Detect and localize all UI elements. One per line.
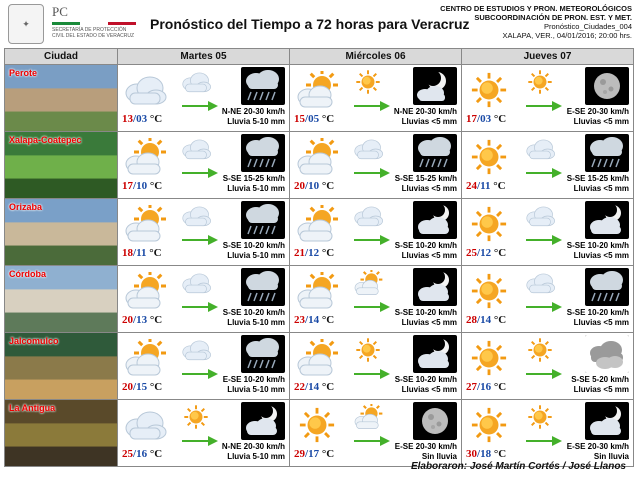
temperature: 15/05 °C xyxy=(294,113,335,125)
city-name: Jalcomulco xyxy=(9,336,59,346)
rain-text: Lluvia 5-10 mm xyxy=(227,184,285,193)
night-rain-icon xyxy=(241,268,285,306)
forecast-cell xyxy=(462,132,634,199)
night-rain-icon xyxy=(585,134,629,172)
degree-unit: °C xyxy=(321,448,335,460)
temp-max: 21 xyxy=(294,247,305,259)
temp-min: 11 xyxy=(480,180,491,192)
rain-text: Sin lluvia xyxy=(593,452,629,461)
wind-rain xyxy=(567,442,629,462)
temperature: 21/12 °C xyxy=(294,247,335,259)
city-name: Xalapa-Coatepec xyxy=(9,135,82,145)
rain-text: Lluvias <5 mm xyxy=(573,318,629,327)
temperature: 22/14 °C xyxy=(294,381,335,393)
wind-arrow-icon xyxy=(526,168,562,178)
sun-cloud-icon xyxy=(294,71,340,109)
night-rain-icon xyxy=(241,67,285,105)
wind-rain xyxy=(567,308,629,328)
sun-icon xyxy=(466,138,512,176)
temp-max: 25 xyxy=(466,247,477,259)
rain-text: Lluvias <5 mm xyxy=(401,318,457,327)
city-photo xyxy=(5,132,117,198)
wind-arrow-icon xyxy=(354,436,390,446)
wind-text: E-SE 20-30 km/h xyxy=(394,442,457,451)
night-rain-icon xyxy=(585,268,629,306)
temp-max: 22 xyxy=(294,381,305,393)
logo-mark: PC xyxy=(52,4,68,19)
wind-arrow-icon xyxy=(182,168,218,178)
forecast-cell xyxy=(118,132,290,199)
flag-stripe xyxy=(52,22,136,25)
forecast-cell xyxy=(290,65,462,132)
temp-max: 17 xyxy=(122,180,133,192)
inst-line-3: Pronóstico_Ciudades_004 xyxy=(544,22,632,31)
cloud-icon xyxy=(180,203,212,229)
night-mooncloud-icon xyxy=(241,402,285,440)
night-rain-icon xyxy=(241,134,285,172)
temp-max: 28 xyxy=(466,314,477,326)
temp-min: 12 xyxy=(480,247,492,259)
temp-max: 20 xyxy=(294,180,305,192)
night-mooncloud-icon xyxy=(585,201,629,239)
wind-arrow-icon xyxy=(354,369,390,379)
rain-text: Lluvia 5-10 mm xyxy=(227,117,285,126)
night-rain-icon xyxy=(241,201,285,239)
table-row xyxy=(5,333,634,400)
wind-text: E-SE 10-20 km/h xyxy=(222,375,285,384)
forecast-cell xyxy=(118,266,290,333)
cloud-icon xyxy=(524,203,556,229)
rain-text: Lluvia 5-10 mm xyxy=(227,318,285,327)
cloud-icon xyxy=(122,406,168,444)
cloud-icon xyxy=(180,337,212,363)
night-mooncloud-icon xyxy=(413,201,457,239)
wind-arrow-icon xyxy=(354,101,390,111)
degree-unit: °C xyxy=(493,314,507,326)
city-cell xyxy=(5,132,118,199)
degree-unit: °C xyxy=(493,247,507,259)
wind-rain xyxy=(222,442,285,462)
sun-cloud-icon xyxy=(294,272,340,310)
wind-arrow-icon xyxy=(526,436,562,446)
cloud-icon xyxy=(352,136,384,162)
night-moon-icon xyxy=(413,67,457,105)
sun-icon xyxy=(352,69,384,95)
forecast-cell xyxy=(462,400,634,467)
degree-unit: °C xyxy=(149,113,163,125)
temp-min: 15 xyxy=(136,381,148,393)
wind-text: S-SE 10-20 km/h xyxy=(394,308,457,317)
wind-arrow-icon xyxy=(354,235,390,245)
wind-text: S-SE 10-20 km/h xyxy=(566,241,629,250)
wind-arrow-icon xyxy=(526,302,562,312)
sun-icon xyxy=(466,406,512,444)
sun-cloud-icon xyxy=(352,404,384,430)
temp-max: 25 xyxy=(122,448,133,460)
sun-icon xyxy=(524,404,556,430)
wind-arrow-icon xyxy=(354,168,390,178)
rain-text: Lluvias <5 mm xyxy=(401,385,457,394)
degree-unit: °C xyxy=(149,448,163,460)
temp-max: 20 xyxy=(122,381,133,393)
sun-cloud-icon xyxy=(122,205,168,243)
wind-rain xyxy=(395,308,457,328)
wind-text: S-SE 10-20 km/h xyxy=(222,308,285,317)
temp-min: 05 xyxy=(308,113,320,125)
wind-arrow-icon xyxy=(182,436,218,446)
temp-max: 23 xyxy=(294,314,305,326)
forecast-cell xyxy=(290,333,462,400)
city-name: Perote xyxy=(9,68,38,78)
page-title: Pronóstico del Tiempo a 72 horas para Veracruz xyxy=(150,16,470,32)
forecast-table xyxy=(4,48,634,467)
temperature: 17/10 °C xyxy=(122,180,163,192)
temperature: 18/11 °C xyxy=(122,247,162,259)
wind-arrow-icon xyxy=(182,302,218,312)
temp-min: 10 xyxy=(136,180,148,192)
wind-rain xyxy=(223,308,285,328)
state-seal-icon: ✦ xyxy=(8,4,44,44)
sun-cloud-icon xyxy=(294,339,340,377)
wind-text: S-SE 10-20 km/h xyxy=(394,241,457,250)
city-photo xyxy=(5,65,117,131)
temperature: 24/11 °C xyxy=(466,180,506,192)
wind-arrow-icon xyxy=(182,369,218,379)
city-cell xyxy=(5,199,118,266)
degree-unit: °C xyxy=(321,314,335,326)
temp-max: 17 xyxy=(466,113,477,125)
rain-text: Lluvia 5-10 mm xyxy=(227,251,285,260)
temp-min: 11 xyxy=(136,247,147,259)
temp-min: 16 xyxy=(480,381,492,393)
wind-rain xyxy=(395,442,457,462)
night-fullmoon-icon xyxy=(413,402,457,440)
degree-unit: °C xyxy=(149,180,163,192)
city-name: La Antigua xyxy=(9,403,56,413)
temp-max: 30 xyxy=(466,448,477,460)
wind-text: E-SE 20-30 km/h xyxy=(566,442,629,451)
sun-cloud-icon xyxy=(122,272,168,310)
wind-arrow-icon xyxy=(526,101,562,111)
wind-rain xyxy=(395,174,457,194)
temperature: 30/18 °C xyxy=(466,448,507,460)
forecast-cell xyxy=(118,65,290,132)
header xyxy=(0,0,640,48)
sun-cloud-icon xyxy=(294,138,340,176)
city-photo xyxy=(5,199,117,265)
temp-min: 13 xyxy=(136,314,148,326)
table-row xyxy=(5,199,634,266)
forecast-cell xyxy=(290,400,462,467)
wind-arrow-icon xyxy=(526,235,562,245)
temperature: 27/16 °C xyxy=(466,381,507,393)
forecast-cell xyxy=(462,65,634,132)
sun-icon xyxy=(524,337,556,363)
night-mooncloud-icon xyxy=(585,402,629,440)
cloud-icon xyxy=(352,203,384,229)
temp-min: 03 xyxy=(480,113,492,125)
wind-arrow-icon xyxy=(354,302,390,312)
wind-arrow-icon xyxy=(526,369,562,379)
temp-min: 03 xyxy=(136,113,148,125)
night-mooncloud-icon xyxy=(413,335,457,373)
cloud-icon xyxy=(180,69,212,95)
wind-text: N-NE 20-30 km/h xyxy=(221,442,285,451)
wind-text: S-SE 15-25 km/h xyxy=(222,174,285,183)
night-fullmoon-icon xyxy=(585,67,629,105)
inst-line-2: SUBCOORDINACIÓN DE PRON. EST. Y MET. xyxy=(474,13,632,22)
wind-text: S-SE 5-20 km/h xyxy=(571,375,629,384)
temp-min: 10 xyxy=(308,180,320,192)
temperature: 20/13 °C xyxy=(122,314,163,326)
cloud-icon xyxy=(122,71,168,109)
sun-icon xyxy=(466,272,512,310)
city-cell xyxy=(5,266,118,333)
wind-rain xyxy=(395,241,457,261)
temp-min: 14 xyxy=(308,314,320,326)
degree-unit: °C xyxy=(493,381,507,393)
table-header-row xyxy=(5,49,634,65)
city-name: Orizaba xyxy=(9,202,43,212)
temp-max: 18 xyxy=(122,247,133,259)
wind-arrow-icon xyxy=(182,235,218,245)
temp-min: 17 xyxy=(308,448,320,460)
night-cloudy-icon xyxy=(585,335,629,373)
city-photo xyxy=(5,400,117,466)
credits: Elaboraron: José Martín Cortés / José Llanos xyxy=(410,461,626,472)
degree-unit: °C xyxy=(149,247,162,259)
temp-max: 15 xyxy=(294,113,305,125)
wind-rain xyxy=(222,107,285,127)
temperature: 29/17 °C xyxy=(294,448,335,460)
city-name: Córdoba xyxy=(9,269,46,279)
institution-block xyxy=(440,4,632,40)
wind-rain xyxy=(567,107,629,127)
forecast-cell xyxy=(462,199,634,266)
temperature: 20/10 °C xyxy=(294,180,335,192)
forecast-cell xyxy=(118,400,290,467)
rain-text: Lluvias <5 mm xyxy=(573,385,629,394)
city-photo xyxy=(5,333,117,399)
night-rain-icon xyxy=(413,134,457,172)
forecast-cell xyxy=(118,199,290,266)
sun-cloud-icon xyxy=(294,205,340,243)
rain-text: Lluvia 5-10 mm xyxy=(227,385,285,394)
degree-unit: °C xyxy=(149,381,163,393)
col-day2: Miércoles 06 xyxy=(290,49,462,65)
sun-icon xyxy=(294,406,340,444)
wind-rain xyxy=(223,174,285,194)
forecast-cell xyxy=(290,199,462,266)
wind-text: E-SE 20-30 km/h xyxy=(566,107,629,116)
wind-rain xyxy=(567,241,629,261)
inst-line-1: CENTRO DE ESTUDIOS Y PRON. METEOROLÓGICOS xyxy=(440,4,632,13)
degree-unit: °C xyxy=(493,113,507,125)
rain-text: Lluvias <5 mm xyxy=(573,251,629,260)
city-cell xyxy=(5,400,118,467)
temp-max: 20 xyxy=(122,314,133,326)
wind-rain xyxy=(223,241,285,261)
sun-icon xyxy=(466,205,512,243)
wind-text: S-SE 15-25 km/h xyxy=(566,174,629,183)
degree-unit: °C xyxy=(321,113,335,125)
cloud-icon xyxy=(180,136,212,162)
cloud-icon xyxy=(524,270,556,296)
night-rain-icon xyxy=(241,335,285,373)
rain-text: Lluvias <5 mm xyxy=(573,117,629,126)
degree-unit: °C xyxy=(493,180,506,192)
wind-text: S-SE 10-20 km/h xyxy=(222,241,285,250)
degree-unit: °C xyxy=(493,448,507,460)
wind-rain xyxy=(223,375,285,395)
wind-text: S-SE 15-25 km/h xyxy=(394,174,457,183)
city-cell xyxy=(5,333,118,400)
sun-icon xyxy=(466,71,512,109)
table-row xyxy=(5,400,634,467)
city-photo xyxy=(5,266,117,332)
table-row xyxy=(5,266,634,333)
wind-rain xyxy=(394,107,457,127)
table-row xyxy=(5,132,634,199)
city-cell xyxy=(5,65,118,132)
sun-cloud-icon xyxy=(122,339,168,377)
col-city: Ciudad xyxy=(5,49,118,65)
sun-icon xyxy=(466,339,512,377)
temp-max: 29 xyxy=(294,448,305,460)
forecast-cell xyxy=(290,132,462,199)
temp-max: 27 xyxy=(466,381,477,393)
temp-min: 14 xyxy=(480,314,492,326)
night-mooncloud-icon xyxy=(413,268,457,306)
sun-cloud-icon xyxy=(122,138,168,176)
temperature: 13/03 °C xyxy=(122,113,163,125)
sun-icon xyxy=(180,404,212,430)
degree-unit: °C xyxy=(321,381,335,393)
temperature: 25/16 °C xyxy=(122,448,163,460)
forecast-cell xyxy=(462,333,634,400)
wind-text: S-SE 10-20 km/h xyxy=(566,308,629,317)
sun-icon xyxy=(352,337,384,363)
wind-arrow-icon xyxy=(182,101,218,111)
temperature: 28/14 °C xyxy=(466,314,507,326)
temperature: 17/03 °C xyxy=(466,113,507,125)
temp-min: 14 xyxy=(308,381,320,393)
wind-text: N-NE 20-30 km/h xyxy=(393,107,457,116)
rain-text: Sin lluvia xyxy=(421,452,457,461)
rain-text: Lluvias <5 mm xyxy=(573,184,629,193)
wind-text: S-SE 10-20 km/h xyxy=(394,375,457,384)
temperature: 23/14 °C xyxy=(294,314,335,326)
logo-subtitle: SECRETARÍA DE PROTECCIÓN CIVIL DEL ESTADO DE VERACRUZ xyxy=(52,27,135,39)
rain-text: Lluvias <5 mm xyxy=(401,251,457,260)
cloud-icon xyxy=(524,136,556,162)
forecast-cell xyxy=(290,266,462,333)
wind-rain xyxy=(571,375,629,395)
temperature: 20/15 °C xyxy=(122,381,163,393)
temp-max: 13 xyxy=(122,113,133,125)
cloud-icon xyxy=(180,270,212,296)
temp-min: 16 xyxy=(136,448,148,460)
sun-cloud-icon xyxy=(352,270,384,296)
inst-line-4: XALAPA, VER., 04/01/2016; 20:00 hrs. xyxy=(502,31,632,40)
temperature: 25/12 °C xyxy=(466,247,507,259)
rain-text: Lluvias <5 mm xyxy=(401,117,457,126)
wind-rain xyxy=(567,174,629,194)
col-day3: Jueves 07 xyxy=(462,49,634,65)
sun-icon xyxy=(524,69,556,95)
forecast-cell xyxy=(462,266,634,333)
wind-rain xyxy=(395,375,457,395)
agency-logo xyxy=(52,4,136,39)
col-day1: Martes 05 xyxy=(118,49,290,65)
temp-min: 18 xyxy=(480,448,492,460)
rain-text: Lluvia 5-10 mm xyxy=(227,452,285,461)
temp-min: 12 xyxy=(308,247,320,259)
rain-text: Lluvias <5 mm xyxy=(401,184,457,193)
table-row xyxy=(5,65,634,132)
degree-unit: °C xyxy=(321,180,335,192)
degree-unit: °C xyxy=(149,314,163,326)
wind-text: N-NE 20-30 km/h xyxy=(221,107,285,116)
forecast-cell xyxy=(118,333,290,400)
degree-unit: °C xyxy=(321,247,335,259)
temp-max: 24 xyxy=(466,180,477,192)
